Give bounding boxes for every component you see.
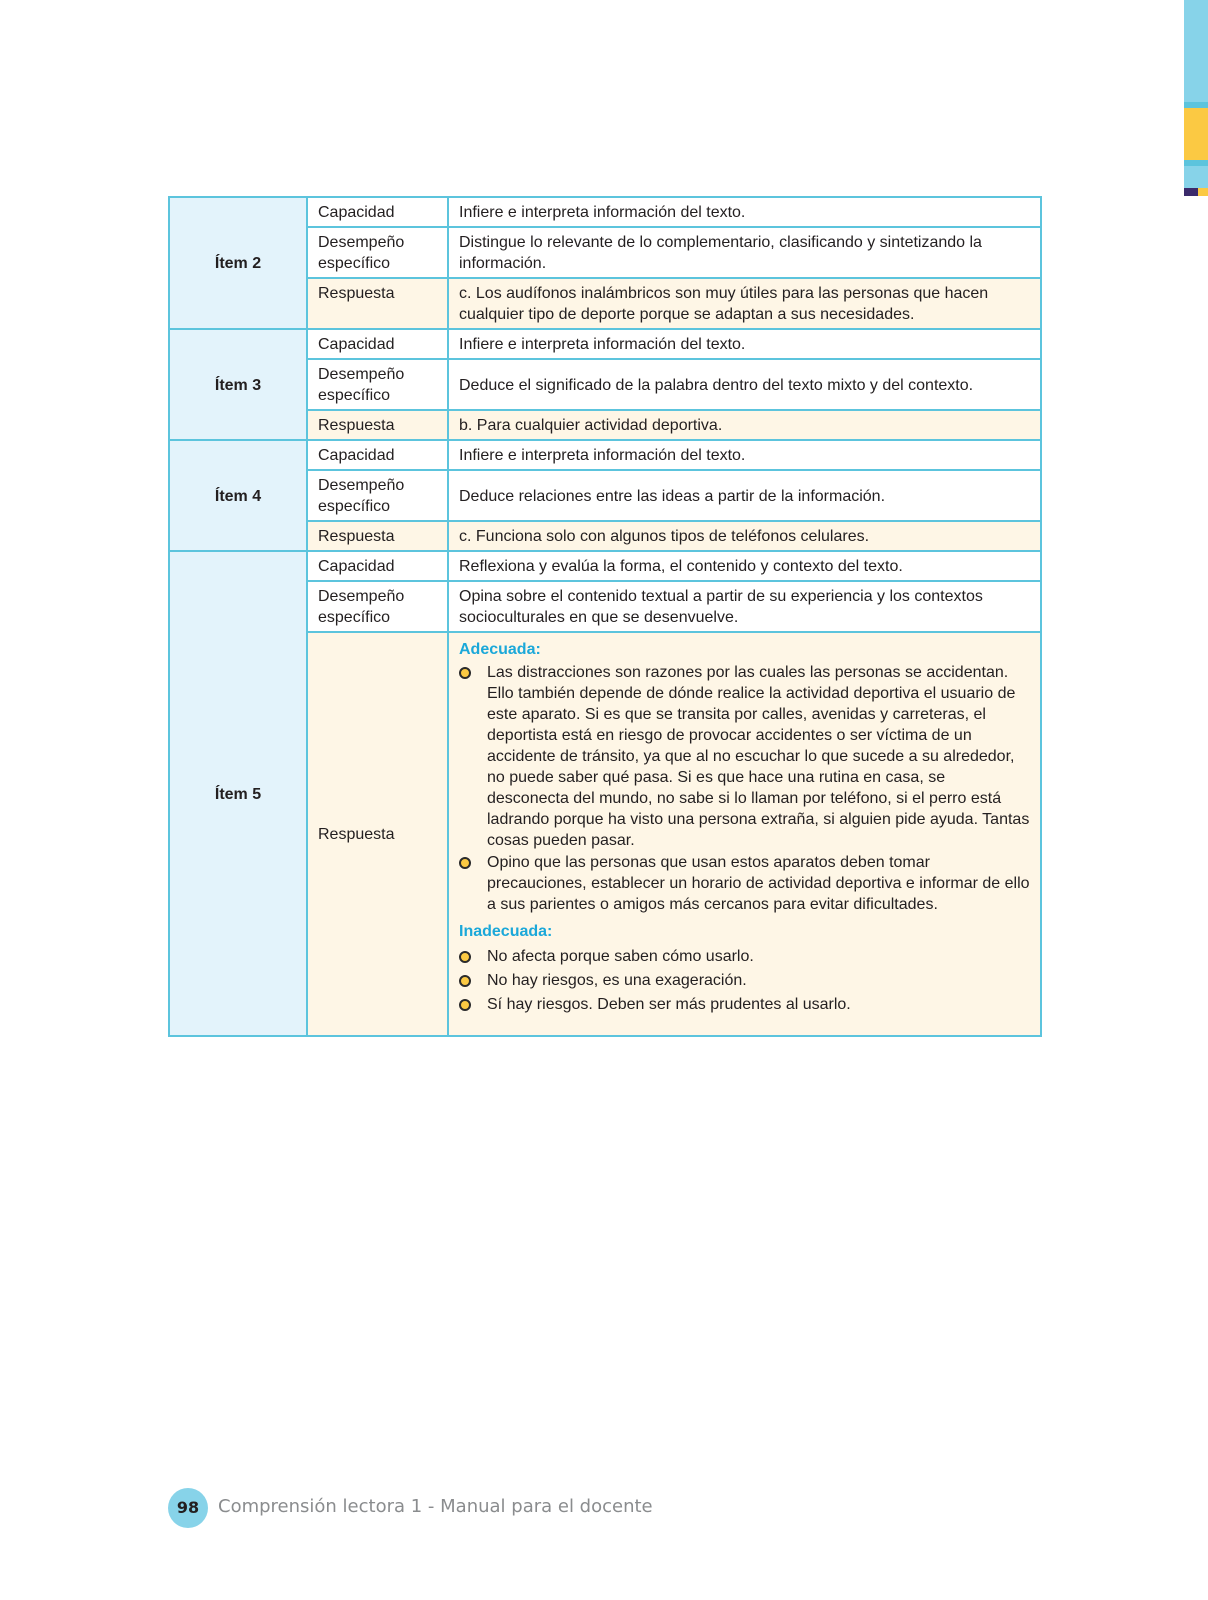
desempeno-label: Desempeño específico <box>307 227 448 278</box>
respuesta-label: Respuesta <box>307 278 448 329</box>
list-item <box>459 970 1030 991</box>
respuesta-block <box>448 632 1041 1036</box>
respuesta-label: Respuesta <box>307 410 448 440</box>
table-row <box>169 551 1041 581</box>
respuesta-label: Respuesta <box>307 632 448 1036</box>
list-item <box>459 662 1030 851</box>
bullet-circle-icon <box>459 951 471 963</box>
edge-tab-yellow <box>1184 108 1208 160</box>
rubric-table <box>168 196 1042 1037</box>
list-item-text: Las distracciones son razones por las cuales las personas se accidentan. Ello también depende de dónde realice la actividad deportiva el usuario de este aparato. Si es que se transita por calles, avenidas y carreteras, el deportista está en riesgo de provocar accidentes o ser víctima de un accidente de tránsito, ya que al no escuchar lo que sucede a su alrededor, no puede saber qué pasa. Si es que hace una rutina en casa, se desconecta del mundo, no sabe si lo llaman por teléfono, si el perro está ladrando porque ha visto una persona extraña, si alguien pide ayuda. Tantas cosas pueden pasar. <box>487 664 1030 849</box>
capacidad-text: Infiere e interpreta información del texto. <box>448 197 1041 227</box>
bullet-circle-icon <box>459 667 471 679</box>
bullet-circle-icon <box>459 975 471 987</box>
respuesta-label: Respuesta <box>307 521 448 551</box>
edge-tab-blue <box>1184 166 1208 188</box>
list-item-text: Opino que las personas que usan estos aparatos deben tomar precauciones, establecer un horario de actividad deportiva e informar de ello a sus parientes o amigos más cercanos para evitar dificultades. <box>487 854 1030 913</box>
item-label: Ítem 2 <box>169 197 307 329</box>
desempeno-text: Opina sobre el contenido textual a partir de su experiencia y los contextos socioculturales en que se desenvuelve. <box>448 581 1041 632</box>
footer-book-title: Comprensión lectora 1 - Manual para el docente <box>218 1496 653 1517</box>
list-item <box>459 852 1030 915</box>
bullet-circle-icon <box>459 999 471 1011</box>
capacidad-text: Infiere e interpreta información del texto. <box>448 329 1041 359</box>
list-item <box>459 946 1030 967</box>
capacidad-label: Capacidad <box>307 329 448 359</box>
item-label: Ítem 4 <box>169 440 307 551</box>
list-item <box>459 994 1030 1015</box>
respuesta-text: b. Para cualquier actividad deportiva. <box>448 410 1041 440</box>
capacidad-text: Reflexiona y evalúa la forma, el contenido y contexto del texto. <box>448 551 1041 581</box>
capacidad-label: Capacidad <box>307 197 448 227</box>
list-item-text: No afecta porque saben cómo usarlo. <box>487 948 754 965</box>
item-label: Ítem 5 <box>169 551 307 1036</box>
list-item-text: No hay riesgos, es una exageración. <box>487 972 747 989</box>
desempeno-text: Deduce relaciones entre las ideas a partir de la información. <box>448 470 1041 521</box>
adecuada-list <box>459 662 1030 915</box>
page-number: 98 <box>168 1488 208 1528</box>
edge-mark-yellow <box>1198 188 1208 196</box>
adecuada-heading: Adecuada: <box>459 641 541 658</box>
inadecuada-heading: Inadecuada: <box>459 923 553 940</box>
item-label: Ítem 3 <box>169 329 307 440</box>
table-row <box>169 329 1041 359</box>
table-row <box>169 197 1041 227</box>
capacidad-text: Infiere e interpreta información del texto. <box>448 440 1041 470</box>
desempeno-label: Desempeño específico <box>307 470 448 521</box>
edge-tab-blue <box>1184 0 1208 102</box>
edge-mark-purple <box>1184 188 1198 196</box>
capacidad-label: Capacidad <box>307 440 448 470</box>
respuesta-text: c. Funciona solo con algunos tipos de teléfonos celulares. <box>448 521 1041 551</box>
table-row <box>169 440 1041 470</box>
inadecuada-list <box>459 946 1030 1015</box>
desempeno-label: Desempeño específico <box>307 581 448 632</box>
desempeno-label: Desempeño específico <box>307 359 448 410</box>
capacidad-label: Capacidad <box>307 551 448 581</box>
respuesta-text: c. Los audífonos inalámbricos son muy útiles para las personas que hacen cualquier tipo de deporte porque se adaptan a sus necesidades. <box>448 278 1041 329</box>
desempeno-text: Deduce el significado de la palabra dentro del texto mixto y del contexto. <box>448 359 1041 410</box>
bullet-circle-icon <box>459 857 471 869</box>
list-item-text: Sí hay riesgos. Deben ser más prudentes al usarlo. <box>487 996 851 1013</box>
desempeno-text: Distingue lo relevante de lo complementario, clasificando y sintetizando la información. <box>448 227 1041 278</box>
